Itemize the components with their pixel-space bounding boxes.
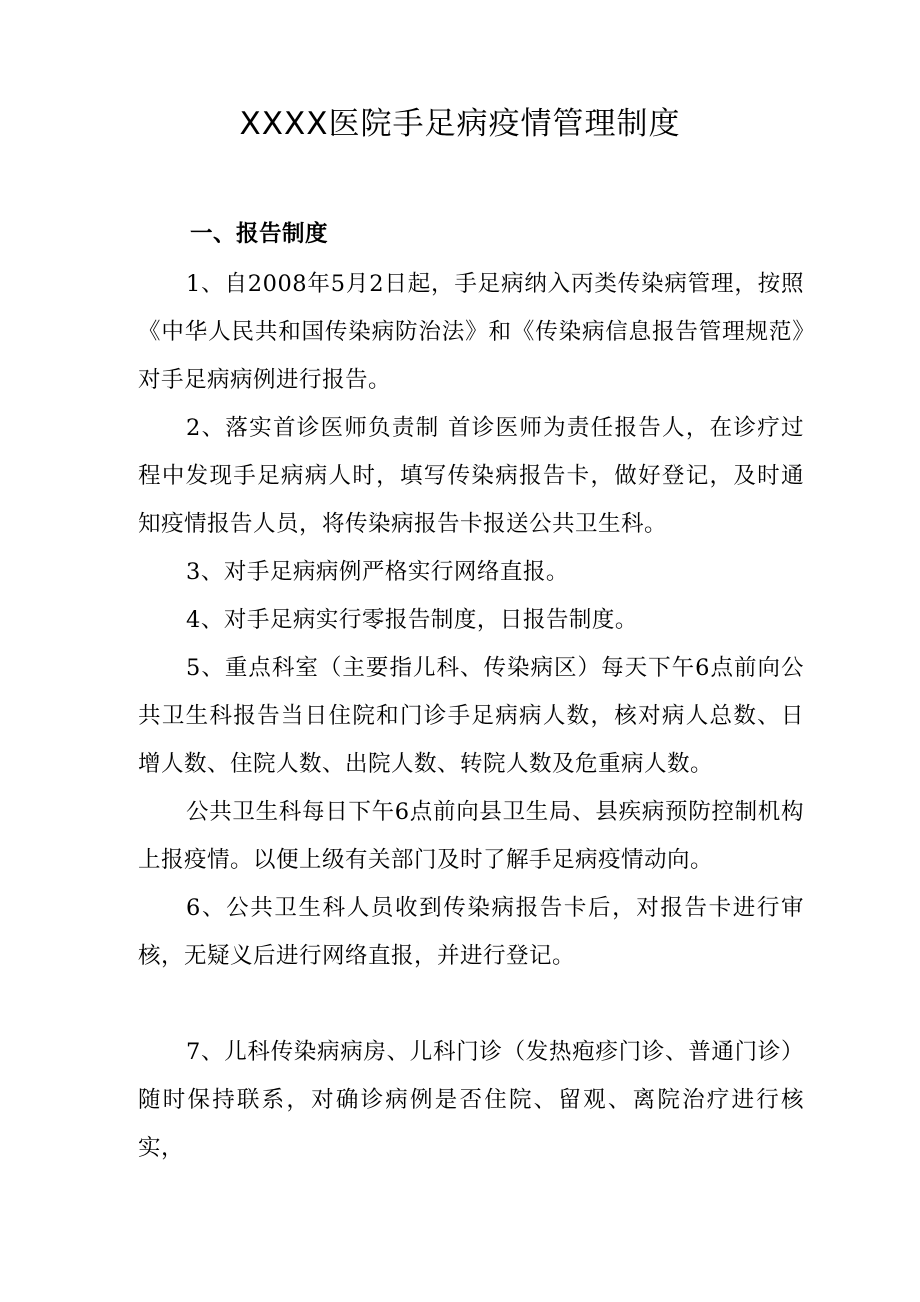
paragraph-gap bbox=[138, 980, 804, 1028]
section-heading-reporting: 一、报告制度 bbox=[190, 221, 329, 247]
document-title: XXXX医院手足病疫情管理制度 bbox=[239, 106, 681, 142]
paragraph-1: 1、自2008年5月2日起，手足病纳入丙类传染病管理，按照《中华人民共和国传染病防治法》和《传染病信息报告管理规范》对手足病病例进行报告。 bbox=[138, 271, 804, 393]
paragraph-6: 6、公共卫生科人员收到传染病报告卡后，对报告卡进行审核，无疑义后进行网络直报，并进行登记。 bbox=[138, 895, 804, 969]
paragraph-3: 3、对手足病病例严格实行网络直报。 bbox=[186, 559, 569, 585]
paragraph-5-supplement: 公共卫生科每日下午6点前向县卫生局、县疾病预防控制机构上报疫情。以便上级有关部门及时了解手足病疫情动向。 bbox=[138, 799, 804, 873]
document-body bbox=[138, 208, 804, 1172]
paragraph-7: 7、儿科传染病病房、儿科门诊（发热疱疹门诊、普通门诊）随时保持联系，对确诊病例是否住院、留观、离院治疗进行核实， bbox=[138, 1039, 804, 1161]
paragraph-5: 5、重点科室（主要指儿科、传染病区）每天下午6点前向公共卫生科报告当日住院和门诊手足病病人数，核对病人总数、日增人数、住院人数、出院人数、转院人数及危重病人数。 bbox=[138, 655, 804, 777]
paragraph-2: 2、落实首诊医师负责制 首诊医师为责任报告人，在诊疗过程中发现手足病病人时，填写传染病报告卡，做好登记，及时通知疫情报告人员，将传染病报告卡报送公共卫生科。 bbox=[138, 415, 804, 537]
paragraph-4: 4、对手足病实行零报告制度，日报告制度。 bbox=[186, 607, 638, 633]
